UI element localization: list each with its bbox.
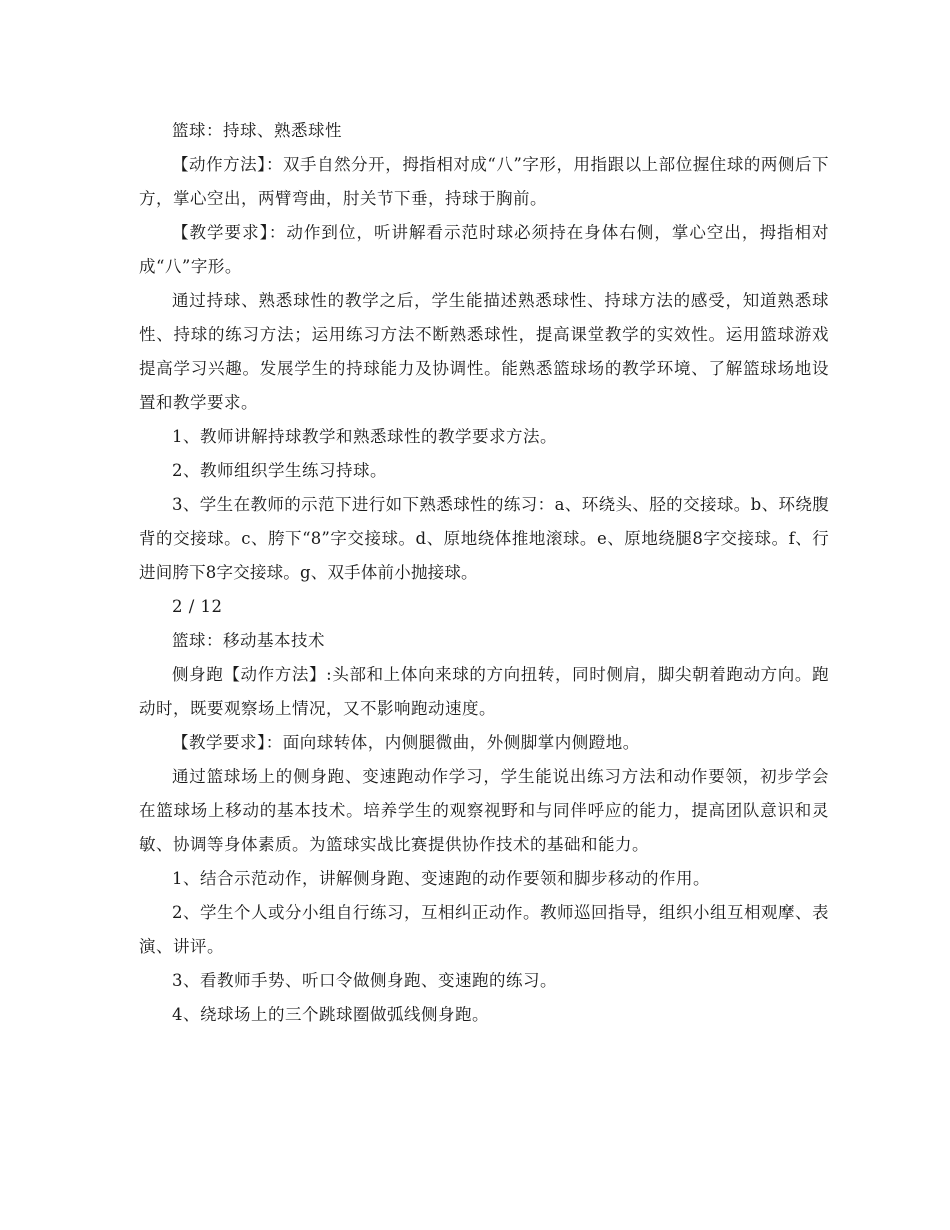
- section-heading-movement: 篮球：移动基本技术: [172, 631, 325, 650]
- list-item-movement-4: 4、绕球场上的三个跳球圈做弧线侧身跑。: [172, 1005, 489, 1024]
- paragraph-action-method: 【动作方法】：双手自然分开，拇指相对成“八”字形，用指跟以上部位握住球的两侧后下方，掌心空出，两臂弯曲，肘关节下垂，持球于胸前。: [139, 155, 829, 208]
- paragraph-teaching-requirements: 【教学要求】：动作到位，听讲解看示范时球必须持在身体右侧，掌心空出，拇指相对成“八”字形。: [139, 223, 829, 276]
- list-item-movement-2: 2、学生个人或分小组自行练习，互相纠正动作。教师巡回指导，组织小组互相观摩、表演、讲评。: [139, 903, 829, 956]
- paragraph-side-run-method: 侧身跑【动作方法】:头部和上体向来球的方向扭转，同时侧肩，脚尖朝着跑动方向。跑动时，既要观察场上情况，又不影响跑动速度。: [139, 665, 829, 718]
- paragraph-teaching-goals: 通过持球、熟悉球性的教学之后，学生能描述熟悉球性、持球方法的感受，知道熟悉球性、持球的练习方法；运用练习方法不断熟悉球性，提高课堂教学的实效性。运用篮球游戏提高学习兴趣。发展学生的持球能力及协调性。能熟悉篮球场的教学环境、了解篮球场地设置和教学要求。: [139, 291, 829, 412]
- paragraph-movement-goals: 通过篮球场上的侧身跑、变速跑动作学习，学生能说出练习方法和动作要领，初步学会在篮球场上移动的基本技术。培养学生的观察视野和与同伴呼应的能力，提高团队意识和灵敏、协调等身体素质。为篮球实战比赛提供协作技术的基础和能力。: [139, 767, 829, 854]
- list-item-3: 3、学生在教师的示范下进行如下熟悉球性的练习：a、环绕头、胫的交接球。b、环绕腹背的交接球。c、胯下“8”字交接球。d、原地绕体推地滚球。e、原地绕腿8字交接球。f、行进间胯下8字交接球。g、双手体前小抛接球。: [139, 495, 829, 582]
- document-body: [139, 114, 829, 1032]
- page-number: 2 / 12: [172, 597, 223, 616]
- list-item-1: 1、教师讲解持球教学和熟悉球性的教学要求方法。: [172, 427, 557, 446]
- section-heading-holding-ball: 篮球：持球、熟悉球性: [172, 121, 342, 140]
- list-item-2: 2、教师组织学生练习持球。: [172, 461, 387, 480]
- list-item-movement-1: 1、结合示范动作，讲解侧身跑、变速跑的动作要领和脚步移动的作用。: [172, 869, 710, 888]
- list-item-movement-3: 3、看教师手势、听口令做侧身跑、变速跑的练习。: [172, 971, 557, 990]
- paragraph-side-run-requirements: 【教学要求】：面向球转体，内侧腿微曲，外侧脚掌内侧蹬地。: [172, 733, 640, 752]
